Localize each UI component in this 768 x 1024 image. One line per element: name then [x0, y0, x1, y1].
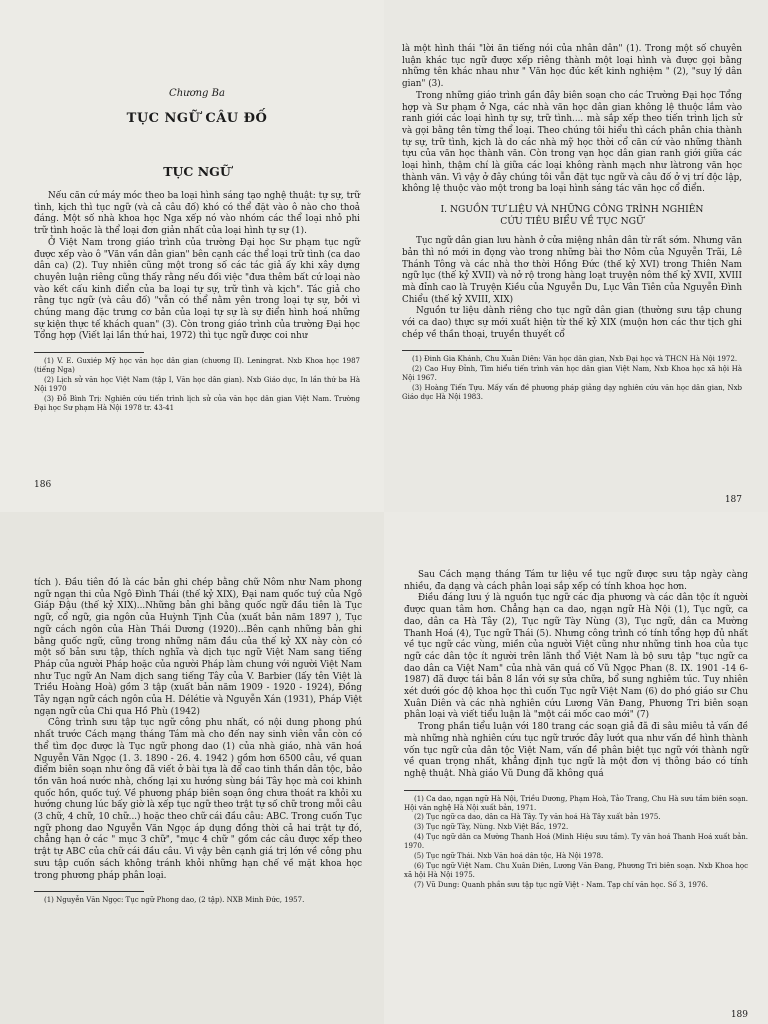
footnote-rule: [404, 790, 514, 791]
paragraph: Trong những giáo trình gần đây biên soạn cho các Trường Đại học Tổng hợp và Sư phạm ở Nga, các nhà văn học dân gian không lệ thuộc lắm vào ranh giới các loại hình tự sự, trữ tình.... mà sắp xếp theo tiến trình lịch sử và gọi bằng tên từng thể loại. Theo chúng tôi hiểu thì cách phân chia thành tự sự, trữ tình, kịch là do các nhà mỹ học thời cổ căn cứ vào những thành tựu của văn học thành văn. Còn trong vạn học dân gian ranh giới giữa các loại hình, thậm chí là giữa các loại không rành mạch như làtrong văn học thành văn. Vì vậy ở đây chúng tôi vẫn đặt tục ngữ và câu đố ở vị trí độc lập, không lệ thuộc vào một trong ba loại hình sáng tác văn học cổ điển.: [402, 90, 742, 195]
footnote: (2) Cao Huy Đỉnh, Tìm hiểu tiến trình văn học dân gian Việt Nam, Nxb Khoa học xã hội Hà Nội 1967.: [402, 365, 742, 383]
paragraph: Tục ngữ dân gian lưu hành ở cửa miệng nhân dân từ rất sớm. Nhưng văn bản thì nó mới in đọng vào trong những bài thơ Nôm của Nguyễn Trãi, Lê Thánh Tông và các nhà thơ thời Hồng Đức (thế kỷ XVI) trong Thiên Nam ngữ lục (thế kỷ XVII) và nở rộ trong hàng loạt truyện nôm thế kỷ XVII, XVIII mà đỉnh cao là Truyện Kiều của Nguyễn Du, Lục Vân Tiên của Nguyễn Đình Chiểu (thế kỷ XVIII, XIX): [402, 236, 742, 305]
page-number: 187: [724, 495, 742, 505]
footnote: (1) V. E. Guxiép Mỹ học văn học dân gian (chương II). Leningrat. Nxb Khoa học 1987 (tiếng Nga): [34, 357, 360, 375]
paragraph: Sau Cách mạng tháng Tám tư liệu về tục ngữ được sưu tập ngày càng nhiều, đa dạng và cách phân loại sắp xếp có tính khoa học hơn.: [404, 570, 748, 592]
page-number: 186: [34, 480, 52, 490]
page-186: [0, 0, 384, 512]
footnote-rule: [34, 891, 144, 892]
footnote: (5) Tục ngữ Thái. Nxb Văn hoá dân tộc, Hà Nội 1978.: [414, 852, 604, 861]
footnote: (4) Tục ngữ dân ca Mường Thanh Hoá (Minh Hiệu sưu tầm). Ty văn hoá Thanh Hoá xuất bản. 1970.: [404, 833, 748, 851]
footnote: (3) Hoàng Tiến Tựu. Mấy vấn đề phương pháp giảng dạy nghiên cứu văn học dân gian, Nxb Giáo dục Hà Nội 1983.: [402, 384, 742, 402]
section-heading: [402, 204, 742, 228]
footnote: (7) Vũ Dung: Quanh phần sưu tập tục ngữ Việt - Nam. Tạp chí văn học. Số 3, 1976.: [414, 880, 708, 889]
page-number: 189: [730, 1010, 748, 1020]
paragraph: là một hình thái "lời ăn tiếng nói của nhân dân" (1). Trong một số chuyên luận khác tục ngữ được xếp riêng thành một loại hình và được gọi bằng những tên khác nhau như " Văn học đúc kết kinh nghiệm " (2), "suy lý dân gian" (3).: [402, 44, 742, 90]
paragraph: Công trình sưu tập tục ngữ công phu nhất, có nội dung phong phú nhất trước Cách mạng tháng Tám mà cho đến nay sinh viên vẫn còn có thể tìm đọc được là Tục ngữ phong dao (1) của nhà giáo, nhà văn hoá Nguyễn Văn Ngọc (1. 3. 1890 - 26. 4. 1942 ) gồm hơn 6500 câu, về quan điểm biên soạn như ông đã viết ở bài tựa là để cao tinh thần dân tộc, bảo tồn văn hoá nước nhà, chống lại xu hướng sùng bái Tây học mà coi khinh quốc hồn, quốc tuý. Về phương pháp biên soạn ông chưa thoát ra khỏi xu hướng chung lúc bấy giờ là xếp tục ngữ theo trật tự số chữ trong mỗi câu (3 chữ, 4 chữ, 10 chữ...) hoặc theo chữ cái đầu câu: ABC. Trong cuốn Tục ngữ phong dao Nguyễn Văn Ngọc áp dụng đồng thời cả hai trật tự đó, chẳng hạn ở các " mục 3 chữ", "mục 4 chữ " gồm các câu được xếp theo trật tự ABC của chữ cái đầu câu. Vì vậy bên cạnh giá trị lớn về công phu sưu tập cuốn sách không tránh khỏi những hạn chế về mặt khoa học trong phương pháp phân loại.: [34, 718, 362, 881]
footnote: (3) Đỗ Bình Trị: Nghiên cứu tiến trình lịch sử của văn học dân gian Việt Nam. Trường Đại học Sư phạm Hà Nội 1978 tr. 43-41: [34, 394, 360, 412]
page-189: [384, 512, 768, 1024]
paragraph: Nếu căn cứ máy móc theo ba loại hình sáng tạo nghệ thuật: tự sự, trữ tình, kịch thì tục ngữ (và cả câu đố) khó có thể đặt vào ô nào cho thoả đáng. Một số nhà khoa học Nga xếp nó vào nhóm các thể loại nhỏ phi trữ tình hoặc là thể loại đơn giản nhất của loại hình tự sự (1).: [34, 191, 360, 237]
footnote-rule: [402, 350, 512, 351]
paragraph: tích ). Đầu tiên đó là các bản ghi chép bằng chữ Nôm như Nam phong ngữ ngạn thi của Ngô Đình Thái (thế kỷ XIX), Đại nam quốc tuý của Ngô Giáp Đậu (thế kỷ XIX)...Những bản ghi bằng quốc ngữ đầu tiên là Tục ngữ, cổ ngữ, gia ngôn của Huỳnh Tịnh Của (xuất bản năm 1897 ), Tục ngữ cách ngôn của Hàn Thái Dương (1920)...Bên cạnh những bản ghi bằng quốc ngữ, cũng trong những năm đầu của thế kỷ XX này còn có một số bản sưu tập, thích nghĩa và dịch tục ngữ Việt Nam sang tiếng Pháp của người Pháp hoặc của người Pháp làm chung với người Việt Nam như Tục ngữ An Nam dịch sang tiếng Tây của V. Barbier (lấy tên Việt là Triều Hoàng Hoà) gồm 3 tập (xuất bản năm 1909 - 1920 - 1924), Đồng Tây ngạn ngữ cách ngôn của H. Délétie và Nguyễn Xán (1931), Pháp Việt ngạn ngữ của Chi qua Hồ Phù (1942): [34, 578, 362, 717]
chapter-title: TỤC NGỮ CÂU ĐỐ: [126, 111, 268, 126]
paragraph: Điều đáng lưu ý là nguồn tục ngữ các địa phương và các dân tộc ít người được quan tâm hơn. Chẳng hạn ca dao, ngạn ngữ Hà Nội (1), Tục ngữ, ca dao, dân ca Hà Tây (2), Tục ngữ Tày Nùng (3), Tục ngữ, dân ca Mường Thanh Hoá (4), Tục ngữ Thái (5). Nhưng công trình có tính tổng hợp đủ nhất về tục ngữ các vùng, miền của người Việt cũng như những tinh hoa của tục ngữ các dân tộc ít người trên lãnh thổ Việt Nam là bộ sưu tập "tục ngữ ca dao dân ca Việt Nam" của nhà văn quá cố Vũ Ngọc Phan (8. IX. 1901 -14 6-1987) đã được tái bản 8 lần với sự sửa chữa, bổ sung nghiêm túc. Tuy nhiên xét dưới góc độ khoa học thì cuốn Tục ngữ Việt Nam (6) do phó giáo sư Chu Xuân Diên và các nhà nghiên cứu Lương Văn Đang, Phương Tri biên soạn phân loại và viết tiểu luận là "một cái mốc cao mới" (7): [404, 593, 748, 721]
footnote: (1) Đinh Gia Khánh, Chu Xuân Diên: Văn học dân gian, Nxb Đại học và THCN Hà Nội 1972.: [412, 355, 738, 364]
footnote: (2) Tục ngữ ca dao, dân ca Hà Tây. Ty văn hoá Hà Tây xuất bản 1975.: [414, 813, 661, 822]
section-heading-line: CỨU TIÊU BIỂU VỀ TỤC NGỮ: [500, 216, 644, 228]
paragraph: Ở Việt Nam trong giáo trình của trường Đại học Sư phạm tục ngữ được xếp vào ô "Văn vần dân gian" bên cạnh các thể loại trữ tình (ca dao dân ca) (2). Tuy nhiên cũng một trong số các tác giả ấy khi xây dựng chuyên luận riêng cũng thấy rằng nếu đối việc "đưa thêm bất cứ loại nào vào kết cấu kinh điển của ba loại tự sự, trữ tình và kịch". Tác giả cho rằng tục ngữ (và câu đố) "vẫn có thể nằm yên trong loại tự sự, bởi vì chúng mang đặc trưng cơ bản của loại tự sự là sự điển hình hoá những sự kiện thực tế khách quan" (3). Còn trong giáo trình của trường Đại học Tổng hợp (Viết lại lần thứ hai, 1972) thì tục ngữ được coi như: [34, 237, 360, 342]
paragraph: Trong phần tiểu luận với 180 trang các soạn giả đã đi sâu miêu tả vấn đề mà những nhà nghiên cứu tục ngữ trước đây lướt qua như vấn đề hình thành vốn tục ngữ của dân tộc Việt Nam, vấn đề phân biệt tục ngữ với thành ngữ về quan trọng nhất, khẳng định tục ngữ là một đơn vị thông báo có tính nghệ thuật. Nhà giáo Vũ Dung đã không quá: [404, 722, 748, 779]
section-title: TỤC NGỮ: [163, 164, 231, 179]
page-188: [0, 512, 384, 1024]
paragraph: Nguồn tư liệu dành riêng cho tục ngữ dân gian (thường sưu tập chung với ca dao) thực sự mới xuất hiện từ thế kỷ XIX (muộn hơn các thư tịch ghi chép về thần thoại, truyền thuyết cổ: [402, 306, 742, 340]
footnote: (1) Nguyễn Văn Ngọc: Tục ngữ Phong dao, (2 tập). NXB Minh Đức, 1957.: [44, 896, 305, 905]
chapter-label: Chương Ba: [169, 88, 225, 99]
footnote: (6) Tục ngữ Việt Nam. Chu Xuân Diên, Lương Văn Đang, Phương Tri biên soạn. Nxb Khoa học xã hội Hà Nội 1975.: [404, 862, 748, 879]
page-187: [384, 0, 768, 512]
section-heading-line: I. NGUỒN TƯ LIỆU VÀ NHỮNG CÔNG TRÌNH NGHIÊN: [440, 204, 704, 216]
footnote: (1) Ca dao, ngạn ngữ Hà Nội, Triều Dương, Phạm Hoà, Tảo Trang, Chu Hà sưu tầm biên soạn. Hội văn nghệ Hà Nội xuất bản, 1971.: [404, 794, 748, 812]
footnote-rule: [34, 352, 144, 353]
footnote: (3) Tục ngữ Tày, Nùng. Nxb Việt Bắc, 1972.: [414, 823, 569, 832]
footnote: (2) Lịch sử văn học Việt Nam (tập I, Văn học dân gian). Nxb Giáo dục, In lần thứ ba Hà Nội 1970: [34, 375, 360, 393]
